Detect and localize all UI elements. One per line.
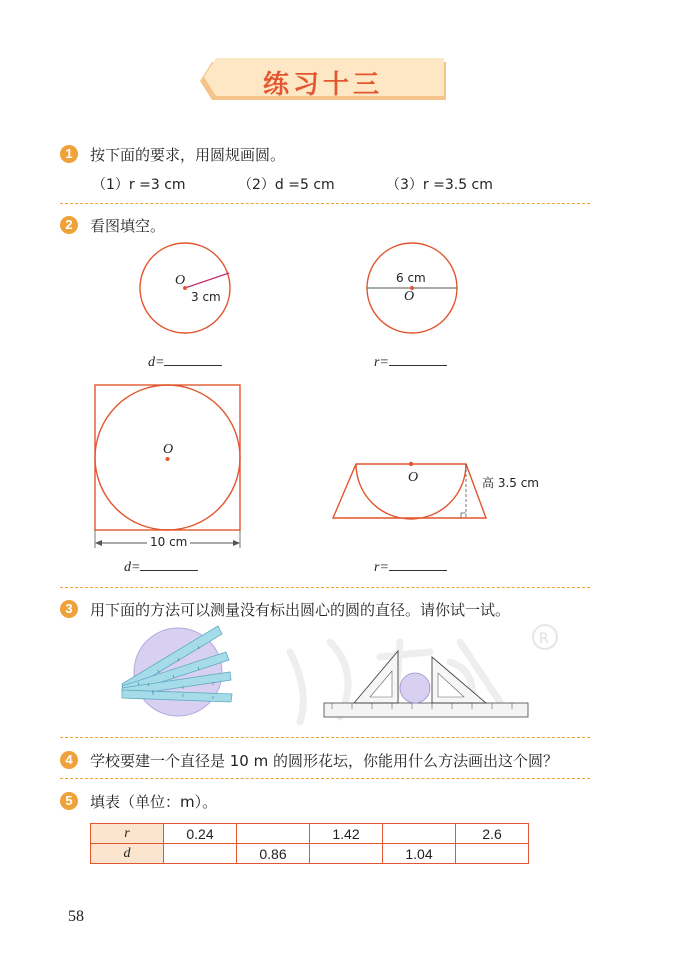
fig3-answer-blank[interactable] [124, 558, 198, 576]
title-banner [198, 58, 448, 102]
table-row [91, 824, 529, 844]
fig4-blank-prefix: r= [374, 560, 389, 575]
fig4-center-label: O [408, 470, 419, 485]
q1-item-3: （3）r =3.5 cm [386, 177, 493, 193]
question-1-text: 按下面的要求，用圆规画圆。 [90, 146, 286, 164]
table-cell[interactable] [383, 824, 456, 844]
fig2-answer-blank[interactable] [374, 353, 447, 371]
question-number-4: 4 [60, 751, 78, 769]
page-title: 练习十三 [262, 70, 383, 100]
table-cell[interactable] [164, 844, 237, 864]
question-5-text: 填表（单位：m）。 [90, 793, 218, 811]
semicircle-trapezoid-figure [328, 458, 498, 523]
divider [60, 203, 590, 204]
question-4-text: 学校要建一个直径是 10 m 的圆形花坛，你能用什么方法画出这个圆？ [90, 752, 559, 770]
fig4-answer-blank[interactable] [374, 558, 447, 576]
table-cell[interactable]: 2.6 [456, 824, 529, 844]
row-label-r: r [91, 824, 164, 844]
fig4-height-label: 高 3.5 cm [482, 476, 540, 490]
table-cell[interactable] [456, 844, 529, 864]
rulers-measure-illustration [118, 620, 243, 720]
question-2-text: 看图填空。 [90, 217, 166, 235]
table-cell[interactable]: 1.42 [310, 824, 383, 844]
svg-text:R: R [539, 631, 549, 647]
divider [60, 587, 590, 588]
question-number-5: 5 [60, 792, 78, 810]
fig2-center-label: O [404, 289, 415, 304]
divider [60, 737, 590, 738]
question-number-2: 2 [60, 216, 78, 234]
fig3-center-label: O [163, 442, 174, 457]
circle-in-square-figure [90, 380, 250, 550]
page-number: 58 [68, 908, 84, 925]
divider [60, 778, 590, 779]
table-cell[interactable] [237, 824, 310, 844]
question-3-text: 用下面的方法可以测量没有标出圆心的圆的直径。请你试一试。 [90, 601, 511, 619]
fig2-blank-prefix: r= [374, 355, 389, 370]
table-cell[interactable]: 1.04 [383, 844, 456, 864]
table-row [91, 844, 529, 864]
fig1-blank-prefix: d= [148, 355, 165, 370]
question-number-1: 1 [60, 145, 78, 163]
table-cell[interactable]: 0.86 [237, 844, 310, 864]
question-number-3: 3 [60, 600, 78, 618]
fill-table [90, 823, 529, 864]
fig1-answer-blank[interactable] [148, 353, 222, 371]
table-cell[interactable] [310, 844, 383, 864]
q1-item-2: （2）d =5 cm [238, 177, 335, 193]
row-label-d: d [91, 844, 164, 864]
fig3-blank-prefix: d= [124, 560, 141, 575]
set-squares-illustration [322, 645, 532, 725]
fig1-radius-label: 3 cm [191, 290, 221, 304]
fig1-center-label: O [175, 273, 186, 288]
fig2-diameter-label: 6 cm [396, 271, 426, 285]
q1-item-1: （1）r =3 cm [92, 177, 186, 193]
fig3-width-label: 10 cm [147, 535, 190, 549]
table-cell[interactable]: 0.24 [164, 824, 237, 844]
